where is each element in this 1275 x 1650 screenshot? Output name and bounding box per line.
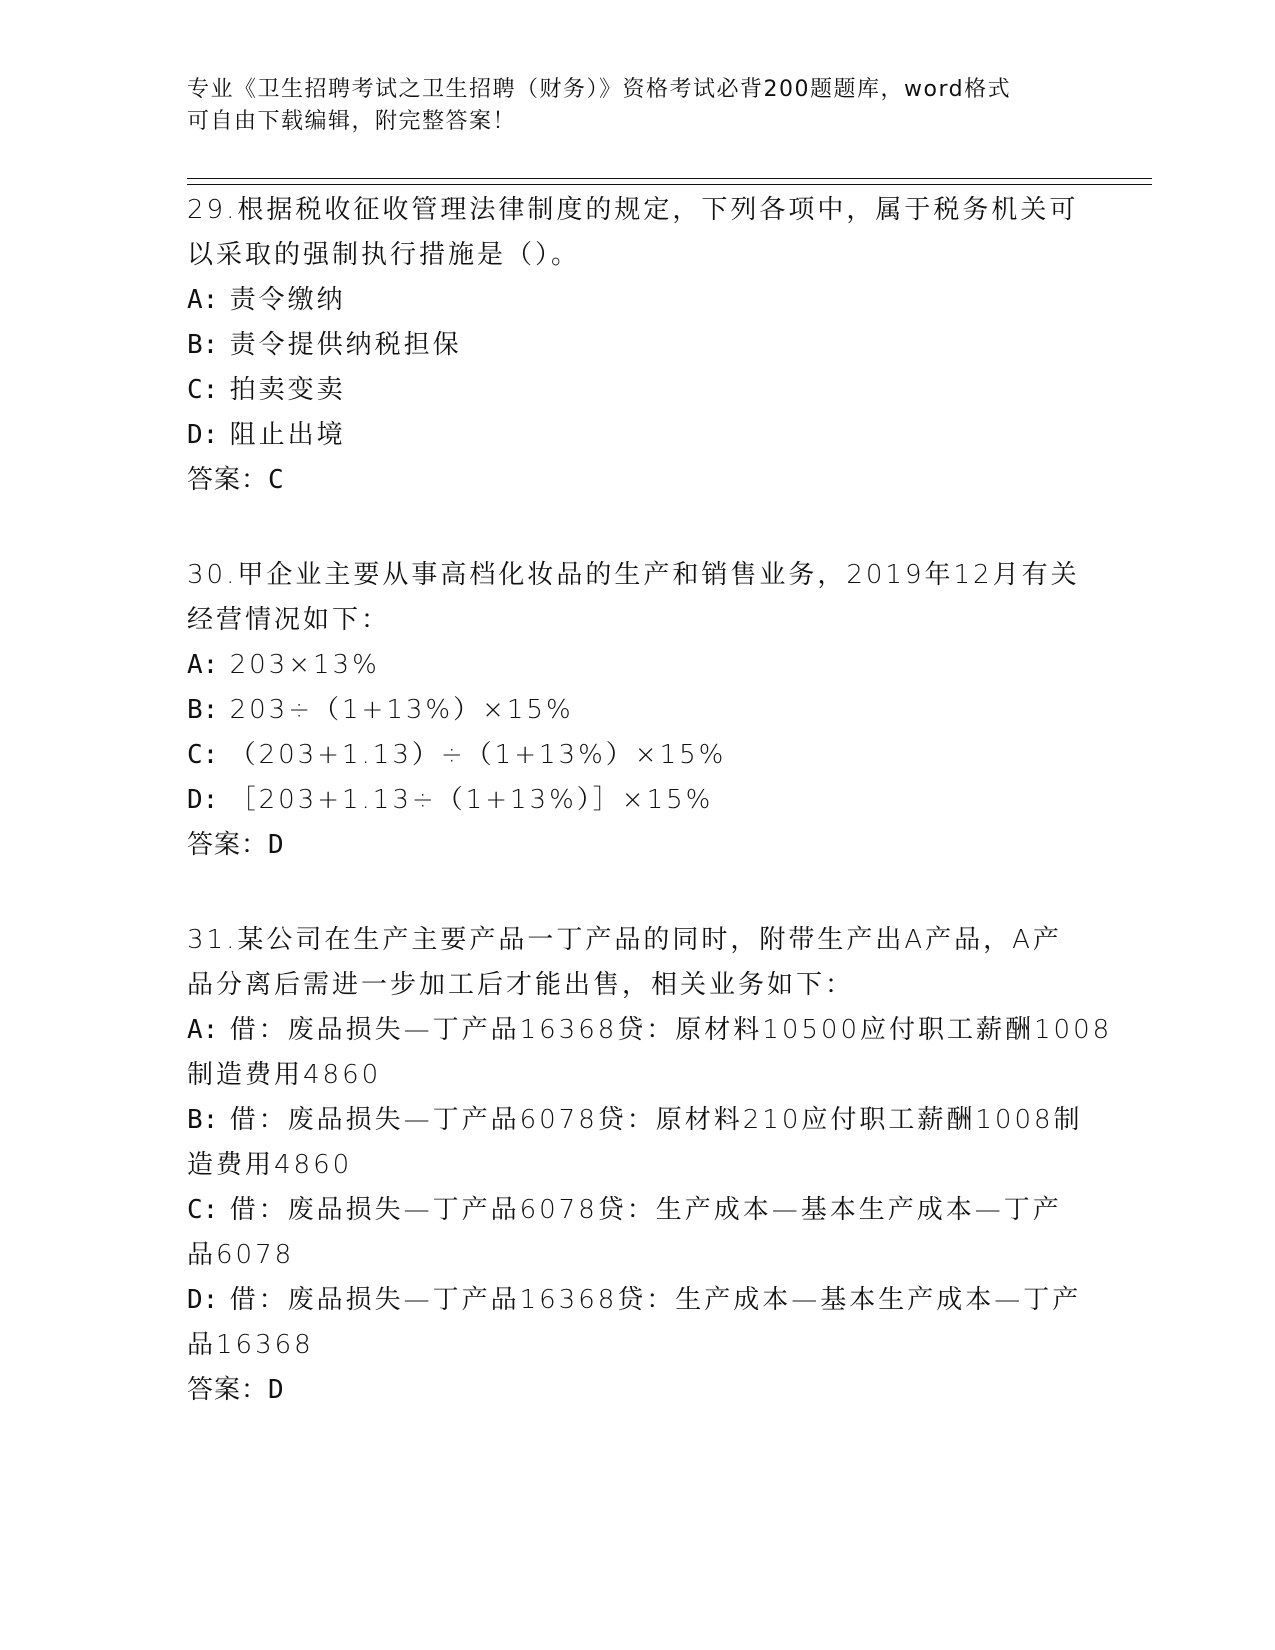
- option-letter: C:: [187, 375, 219, 405]
- header-line-1: 专业《卫生招聘考试之卫生招聘（财务）》资格考试必背200题题库，word格式: [187, 77, 1012, 102]
- option-d-continuation: 品16368: [187, 1330, 314, 1360]
- option-text: 203×13%: [229, 650, 380, 680]
- header-line-2: 可自由下载编辑，附完整答案！: [187, 109, 517, 134]
- option-text: 203÷（1+13%）×15%: [229, 695, 574, 725]
- option-letter: C:: [187, 1195, 219, 1225]
- answer-label: 答案：: [187, 830, 269, 860]
- document-header: [187, 74, 1087, 138]
- option-d: [187, 778, 1087, 823]
- question-29: [187, 188, 1087, 503]
- header-divider-top: [187, 178, 1152, 179]
- option-c: [187, 733, 1087, 778]
- question-31: [187, 918, 1113, 1413]
- option-text: 借：废品损失—丁产品6078贷：生产成本—基本生产成本—丁产: [229, 1195, 1062, 1225]
- option-b: [187, 1098, 1087, 1143]
- question-text-line: 品分离后需进一步加工后才能出售，相关业务如下：: [187, 970, 855, 1000]
- option-text: 借：废品损失—丁产品6078贷：原材料210应付职工薪酬1008制: [229, 1105, 1083, 1135]
- option-letter: D:: [187, 420, 219, 450]
- question-text-line: 以采取的强制执行措施是（）。: [187, 240, 581, 270]
- answer-value: D: [268, 1375, 285, 1405]
- option-a: [187, 1008, 1113, 1053]
- option-letter: A:: [187, 650, 219, 680]
- option-letter: A:: [187, 1015, 219, 1045]
- option-text: 拍卖变卖: [229, 375, 346, 405]
- option-letter: C:: [187, 740, 219, 770]
- option-letter: A:: [187, 285, 219, 315]
- question-30: [187, 553, 1087, 868]
- question-text: [187, 553, 1087, 643]
- option-letter: B:: [187, 330, 219, 360]
- answer-line: [187, 823, 1087, 868]
- option-text: 借：废品损失—丁产品16368贷：生产成本—基本生产成本—丁产: [229, 1285, 1082, 1315]
- option-b: [187, 688, 1087, 733]
- option-b: [187, 323, 1087, 368]
- option-d: [187, 1278, 1087, 1323]
- option-c-continuation: 品6078: [187, 1240, 295, 1270]
- option-letter: D:: [187, 785, 219, 815]
- question-text-line: 31.某公司在生产主要产品一丁产品的同时，附带生产出A产品，A产: [187, 925, 1062, 955]
- option-a: [187, 278, 1087, 323]
- answer-line: [187, 458, 1087, 503]
- option-c: [187, 368, 1087, 413]
- option-letter: B:: [187, 695, 219, 725]
- question-text-line: 29.根据税收征收管理法律制度的规定，下列各项中，属于税务机关可: [187, 195, 1079, 225]
- option-c: [187, 1188, 1087, 1233]
- header-divider-bottom: [187, 184, 1152, 185]
- option-letter: D:: [187, 1285, 219, 1315]
- question-text-line: 30.甲企业主要从事高档化妆品的生产和销售业务，2019年12月有关: [187, 560, 1080, 590]
- option-text: 责令缴纳: [229, 285, 346, 315]
- question-text: [187, 188, 1087, 278]
- option-a: [187, 643, 1087, 688]
- answer-label: 答案：: [187, 1375, 269, 1405]
- option-d: [187, 413, 1087, 458]
- option-text: ［203+1.13÷（1+13%）］×15%: [229, 785, 714, 815]
- answer-value: C: [268, 465, 285, 495]
- option-a-continuation: 制造费用4860: [187, 1060, 382, 1090]
- option-letter: B:: [187, 1105, 219, 1135]
- answer-line: [187, 1368, 1087, 1413]
- option-text: 阻止出境: [229, 420, 346, 450]
- option-text: 责令提供纳税担保: [229, 330, 462, 360]
- option-b-continuation: 造费用4860: [187, 1150, 353, 1180]
- option-text: （203+1.13）÷（1+13%）×15%: [229, 740, 727, 770]
- question-text-line: 经营情况如下：: [187, 605, 391, 635]
- question-text: [187, 918, 1087, 1008]
- option-text: 借：废品损失—丁产品16368贷：原材料10500应付职工薪酬1008: [229, 1015, 1113, 1045]
- answer-value: D: [268, 830, 285, 860]
- answer-label: 答案：: [187, 465, 269, 495]
